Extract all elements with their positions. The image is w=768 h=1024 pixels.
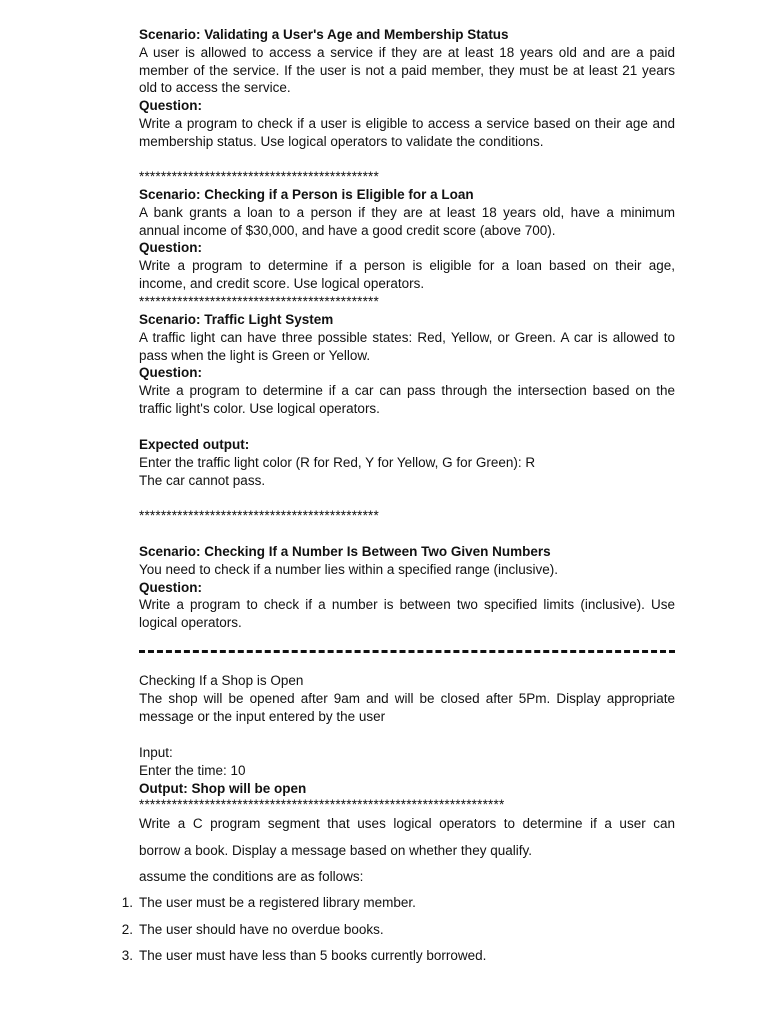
paragraph-line: A user is allowed to access a service if they are at least 18 years old and are a paid [139,44,675,60]
question-line: income, and credit score. Use logical operators. [139,275,425,291]
output-line: Output: Shop will be open [139,780,307,796]
list-text: The user must have less than 5 books currently borrowed. [139,948,487,963]
paragraph-line [139,815,675,833]
section-title: Scenario: Validating a User's Age and Membership Status [139,27,509,42]
list-item [121,947,699,965]
paragraph-line: A bank grants a loan to a person if they are at least 18 years old, have a minimum [139,204,675,220]
paragraph-line: borrow a book. Display a message based on whether they qualify. [139,843,532,858]
paragraph-line: A traffic light can have three possible states: Red, Yellow, or Green. A car is allowed to [139,329,675,345]
list-item [121,921,699,939]
section-traffic-light [139,311,675,418]
question-label: Question: [139,240,202,256]
list-number: 2. [121,922,133,937]
input-line: Enter the time: 10 [139,762,246,778]
question-line: Write a program to check if a user is eligible to access a service based on their age and [139,115,675,131]
question-line: Write a program to check if a number is between two specified limits (inclusive). Use [139,597,675,613]
question-label: Question: [139,579,202,595]
section-age-membership [139,26,675,151]
question-label: Question: [139,98,202,114]
paragraph-line: The shop will be opened after 9am and will be closed after 5Pm. Display appropriate [139,690,675,706]
list-text: The user must be a registered library member. [139,895,416,910]
section-loan-eligibility [139,186,675,293]
paragraph-line: pass when the light is Green or Yellow. [139,347,371,363]
paragraph-text: Write a C program segment that uses logical operators to determine if a user can [139,816,675,831]
list-text: The user should have no overdue books. [139,922,384,937]
paragraph-line: assume the conditions are as follows: [139,869,364,884]
section-title: Scenario: Checking if a Person is Eligible for a Loan [139,187,474,202]
section-shop-open [139,672,675,725]
paragraph-line: annual income of $30,000, and have a good credit score (above 700). [139,222,556,238]
paragraph-line: message or the input entered by the user [139,708,386,724]
list-number: 1. [121,895,133,910]
separator-stars: ******************************************** [139,294,379,309]
question-line: membership status. Use logical operators to validate the conditions. [139,133,544,149]
paragraph-line: old to access the service. [139,80,291,96]
question-line: Write a program to determine if a car can pass through the intersection based on the [139,383,675,399]
separator-stars: ******************************************** [139,508,379,523]
section-title: Scenario: Traffic Light System [139,312,334,327]
paragraph-line: You need to check if a number lies within a specified range (inclusive). [139,561,558,577]
expected-output-label: Expected output: [139,437,250,452]
paragraph-line: member of the service. If the user is not a paid member, they must be at least 21 years [139,62,675,78]
list-number: 3. [121,948,133,963]
section-number-range [139,543,675,632]
section-title: Checking If a Shop is Open [139,673,304,688]
input-label: Input: [139,745,173,760]
list-item [121,894,699,912]
section-title: Scenario: Checking If a Number Is Between Two Given Numbers [139,544,551,559]
question-line: traffic light's color. Use logical operators. [139,400,380,416]
separator-stars: ******************************************** [139,169,379,184]
output-line: The car cannot pass. [139,472,266,488]
question-line: Write a program to determine if a person is eligible for a loan based on their age, [139,258,675,274]
shop-io-block [139,744,675,797]
expected-output-block [139,436,675,489]
question-label: Question: [139,365,202,381]
dashed-divider [139,650,675,653]
question-line: logical operators. [139,615,242,631]
output-line: Enter the traffic light color (R for Red, Y for Yellow, G for Green): R [139,454,536,470]
separator-stars: ******************************************************************* [139,797,505,812]
